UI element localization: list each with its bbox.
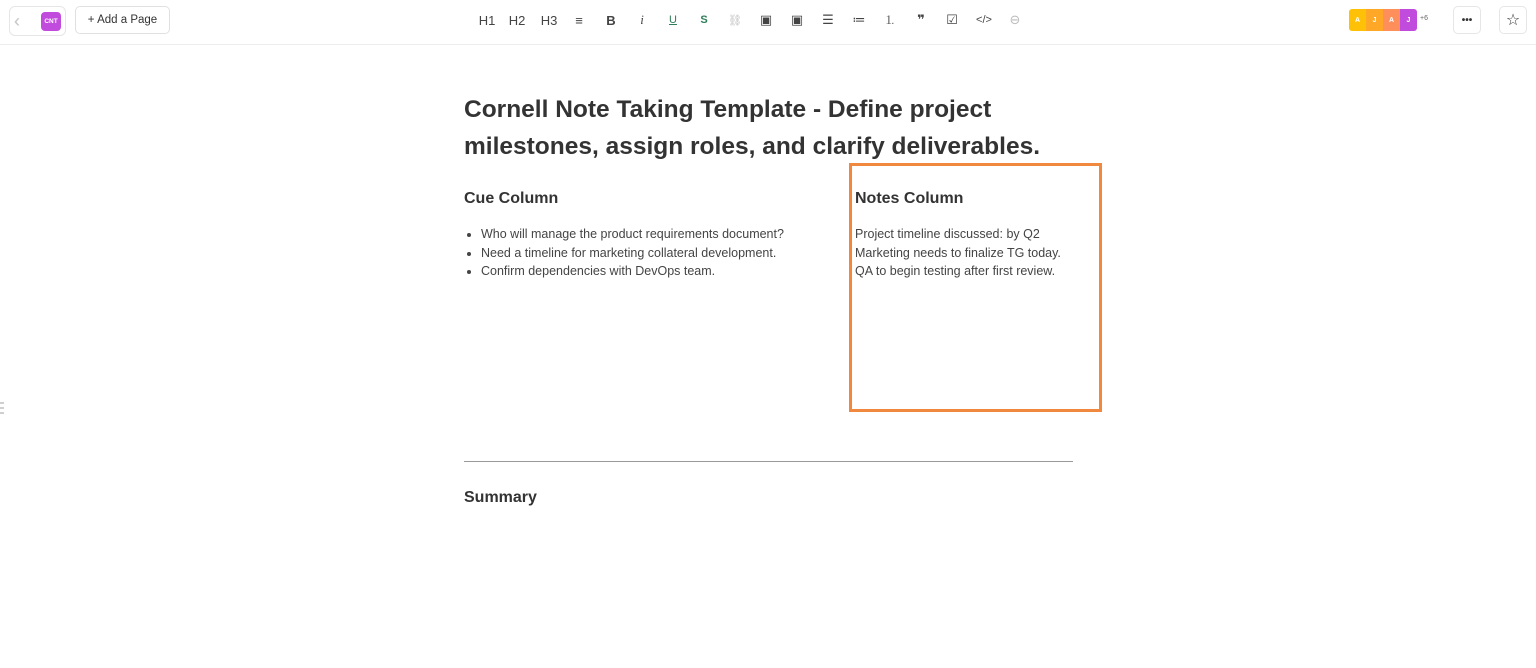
quote-icon[interactable]: ❞	[917, 12, 925, 27]
more-members-count[interactable]: +6	[1420, 15, 1428, 22]
heading1-button[interactable]: H1	[478, 12, 496, 28]
note-line[interactable]: Project timeline discussed: by Q2	[855, 227, 1040, 241]
note-line[interactable]: QA to begin testing after first review.	[855, 264, 1056, 278]
underline-button[interactable]: U	[669, 14, 677, 26]
avatar[interactable]: J	[1400, 9, 1417, 31]
favorite-button[interactable]	[1499, 6, 1527, 34]
ellipsis-icon: •••	[1461, 14, 1473, 26]
sidebar-toggle-button[interactable]	[9, 6, 66, 36]
note-line[interactable]: Marketing needs to finalize TG today.	[855, 245, 1061, 260]
workspace-badge[interactable]: CNT	[41, 12, 61, 31]
list-item[interactable]: • Need a timeline for marketing collateral development.	[481, 244, 861, 263]
avatar[interactable]: A	[1349, 9, 1366, 31]
top-toolbar	[0, 0, 1536, 45]
image-icon[interactable]: ▣	[759, 12, 773, 27]
strikethrough-button[interactable]: S	[700, 14, 708, 26]
star-icon: ☆	[1505, 12, 1521, 29]
list-item[interactable]: • Confirm dependencies with DevOps team.	[481, 262, 861, 281]
cue-column-heading: Cue Column	[464, 190, 559, 207]
link-icon[interactable]: ⛓	[728, 14, 742, 27]
notes-list	[855, 225, 1061, 281]
embed-icon[interactable]: ▣	[790, 12, 804, 27]
more-options-button[interactable]	[1453, 6, 1481, 34]
comment-icon[interactable]: ⊖	[1009, 12, 1021, 27]
divider-icon[interactable]: ☰	[822, 12, 834, 27]
bold-button[interactable]: B	[606, 12, 616, 28]
bulleted-list-icon[interactable]: ≔	[852, 12, 866, 27]
cue-list	[464, 225, 861, 281]
code-icon[interactable]: </>	[976, 14, 992, 26]
add-page-button[interactable]: + Add a Page	[75, 6, 170, 34]
heading3-button[interactable]: H3	[540, 12, 558, 28]
italic-button[interactable]: i	[640, 12, 644, 27]
avatar[interactable]: A	[1383, 9, 1400, 31]
divider	[464, 461, 1073, 462]
numbered-list-icon[interactable]: ⒈	[884, 15, 896, 27]
heading2-button[interactable]: H2	[508, 12, 526, 28]
align-icon[interactable]: ≡	[575, 12, 583, 28]
list-item[interactable]: • Who will manage the product requirements document?	[481, 225, 861, 244]
notes-column-heading: Notes Column	[855, 190, 964, 207]
avatar[interactable]: J	[1366, 9, 1383, 31]
page-title[interactable]: Cornell Note Taking Template - Define project milestones, assign roles, and clarify deliverables.	[464, 96, 1041, 160]
drag-handle[interactable]	[0, 402, 4, 417]
summary-heading: Summary	[464, 489, 537, 506]
checklist-icon[interactable]: ☑	[946, 12, 958, 27]
